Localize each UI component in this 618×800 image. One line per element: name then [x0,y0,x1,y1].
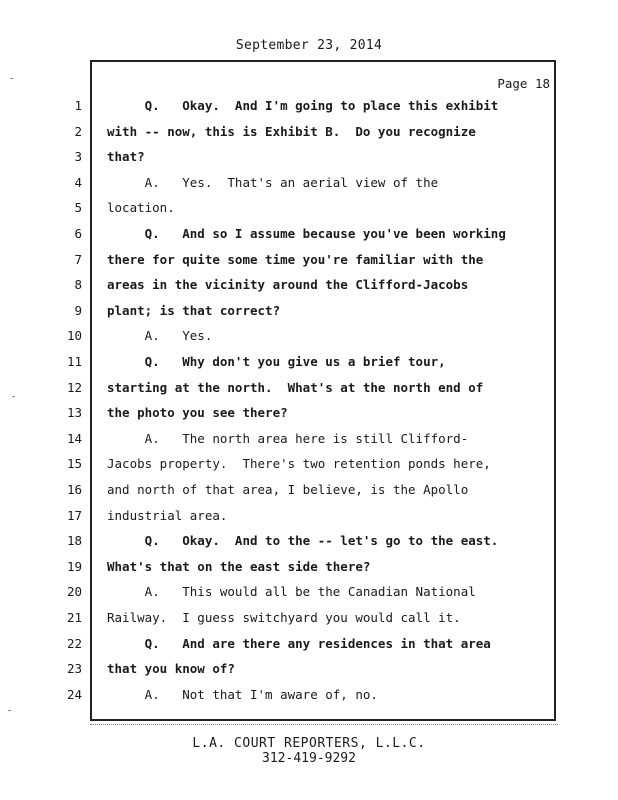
scan-speck [8,710,11,711]
answer-line: A. This would all be the Canadian National [107,584,476,600]
line-number: 15 [66,456,82,472]
line-number: 9 [74,302,82,318]
question-line: areas in the vicinity around the Clifford-Jacobs [107,277,469,293]
question-line: Q. Why don't you give us a brief tour, [107,354,446,369]
scan-speck [12,396,15,397]
answer-line: A. The north area here is still Clifford- [107,430,469,446]
line-number: 12 [66,379,82,395]
line-number: 10 [66,328,82,344]
line-number: 17 [66,507,82,523]
answer-line: industrial area. [107,507,228,523]
line-number: 2 [74,123,82,139]
line-number: 3 [74,149,82,165]
line-number: 13 [66,405,82,421]
answer-line: Railway. I guess switchyard you would call it. [107,610,461,625]
header-date: September 23, 2014 [235,38,383,53]
line-number: 7 [74,251,82,267]
answer-line: and north of that area, I believe, is the Apollo [107,482,469,497]
footer-firm-name: L.A. COURT REPORTERS, L.L.C. [192,736,426,751]
line-number: 14 [66,430,82,446]
question-line: Q. Okay. And I'm going to place this exhibit [107,98,499,113]
answer-line: A. Yes. That's an aerial view of the [107,174,439,190]
line-number: 8 [74,277,82,293]
question-line: that? [107,149,145,165]
line-number: 23 [66,661,82,677]
question-line: the photo you see there? [107,405,288,421]
answer-line: A. Yes. [107,328,213,344]
frame-bottom-edge [90,722,558,725]
line-number: 16 [66,482,82,497]
footer-phone: 312-419-9292 [262,751,356,766]
question-line: Q. And are there any residences in that area [107,635,491,651]
question-line: plant; is that correct? [107,302,281,318]
line-number: 22 [66,635,82,651]
question-line: there for quite some time you're familiar with the [107,251,484,267]
question-line: starting at the north. What's at the north end of [107,379,484,395]
line-number: 6 [74,226,82,241]
line-number: 4 [74,174,82,190]
answer-line: Jacobs property. There's two retention ponds here, [107,456,491,472]
question-line: Q. Okay. And to the -- let's go to the east. [107,533,499,549]
line-number: 1 [74,98,82,113]
question-line: Q. And so I assume because you've been working [107,226,506,241]
question-line: with -- now, this is Exhibit B. Do you recognize [107,123,476,139]
question-line: What's that on the east side there? [107,558,371,574]
line-number: 24 [66,686,82,702]
line-number: 11 [66,354,82,369]
scan-speck [10,78,13,79]
page-label: Page 18 [497,76,550,91]
line-number: 21 [66,610,82,625]
answer-line: A. Not that I'm aware of, no. [107,686,378,702]
line-number: 5 [74,200,82,216]
answer-line: location. [107,200,175,216]
question-line: that you know of? [107,661,235,677]
line-number: 19 [66,558,82,574]
line-number: 20 [66,584,82,600]
line-number: 18 [66,533,82,549]
